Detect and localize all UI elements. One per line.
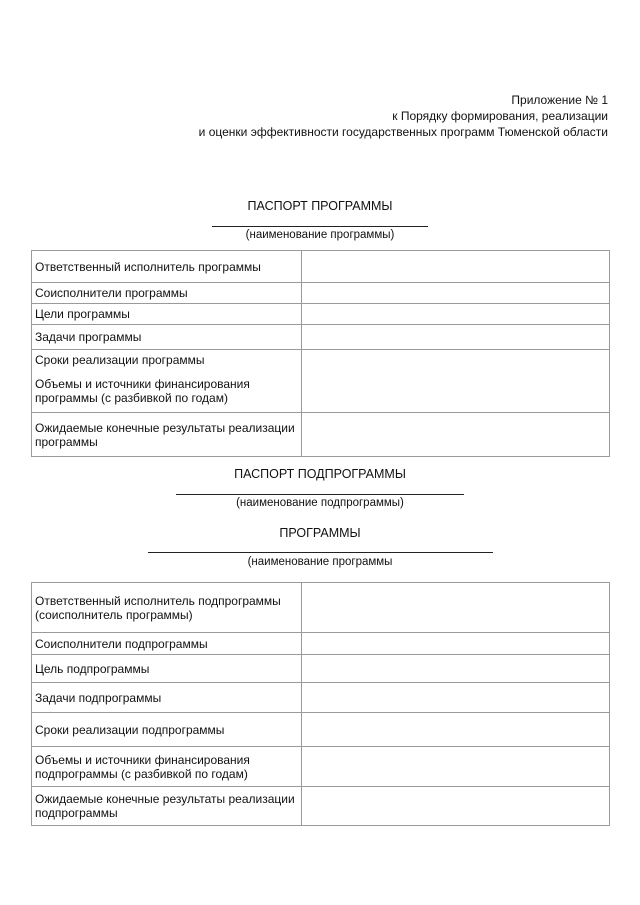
row-label: Сроки реализации подпрограммы	[32, 713, 302, 747]
subprogram-passport-table	[31, 582, 610, 826]
row-label: Цель подпрограммы	[32, 655, 302, 683]
row-value-cell[interactable]	[302, 413, 610, 457]
row-value-cell[interactable]	[302, 350, 610, 371]
program-name-line	[212, 226, 428, 227]
row-label: Ожидаемые конечные результаты реализации подпрограммы	[32, 787, 302, 826]
table-row	[32, 633, 610, 655]
table-row	[32, 325, 610, 350]
row-value-cell[interactable]	[302, 655, 610, 683]
program-passport-table	[31, 250, 610, 457]
row-value-cell[interactable]	[302, 304, 610, 325]
row-value-cell[interactable]	[302, 583, 610, 633]
table-row	[32, 787, 610, 826]
table-row	[32, 371, 610, 413]
parent-program-name-caption: (наименование программы	[247, 556, 393, 568]
appendix-line-3: и оценки эффективности государственных программ Тюменской области	[198, 125, 608, 139]
appendix-line-1: Приложение № 1	[511, 93, 608, 107]
row-label: Объемы и источники финансирования подпрограммы (с разбивкой по годам)	[32, 747, 302, 787]
row-label: Объемы и источники финансирования программы (с разбивкой по годам)	[32, 371, 302, 413]
table-row	[32, 283, 610, 304]
subprogram-name-caption: (наименование подпрограммы)	[236, 497, 404, 509]
row-value-cell[interactable]	[302, 325, 610, 350]
row-label: Ответственный исполнитель подпрограммы (соисполнитель программы)	[32, 583, 302, 633]
table-row	[32, 413, 610, 457]
row-value-cell[interactable]	[302, 713, 610, 747]
parent-program-name-line	[148, 552, 493, 553]
subprogram-passport-title: ПАСПОРТ ПОДПРОГРАММЫ	[234, 467, 406, 481]
table-row	[32, 655, 610, 683]
table-row	[32, 713, 610, 747]
row-label: Ответственный исполнитель программы	[32, 251, 302, 283]
program-title: ПРОГРАММЫ	[279, 526, 361, 540]
appendix-line-2: к Порядку формирования, реализации	[392, 109, 608, 123]
row-label: Соисполнители подпрограммы	[32, 633, 302, 655]
row-label: Сроки реализации программы	[32, 350, 302, 371]
row-value-cell[interactable]	[302, 747, 610, 787]
row-label: Ожидаемые конечные результаты реализации программы	[32, 413, 302, 457]
row-value-cell[interactable]	[302, 787, 610, 826]
row-value-cell[interactable]	[302, 283, 610, 304]
table-row	[32, 304, 610, 325]
appendix-header	[199, 92, 608, 140]
row-label: Задачи подпрограммы	[32, 683, 302, 713]
table-row	[32, 251, 610, 283]
program-passport-title: ПАСПОРТ ПРОГРАММЫ	[247, 199, 393, 213]
program-name-caption: (наименование программы)	[245, 229, 395, 241]
row-value-cell[interactable]	[302, 251, 610, 283]
row-label: Цели программы	[32, 304, 302, 325]
table-row	[32, 350, 610, 371]
row-label: Задачи программы	[32, 325, 302, 350]
table-row	[32, 747, 610, 787]
row-label: Соисполнители программы	[32, 283, 302, 304]
table-row	[32, 583, 610, 633]
subprogram-name-line	[176, 494, 464, 495]
row-value-cell[interactable]	[302, 371, 610, 413]
table-row	[32, 683, 610, 713]
row-value-cell[interactable]	[302, 633, 610, 655]
row-value-cell[interactable]	[302, 683, 610, 713]
